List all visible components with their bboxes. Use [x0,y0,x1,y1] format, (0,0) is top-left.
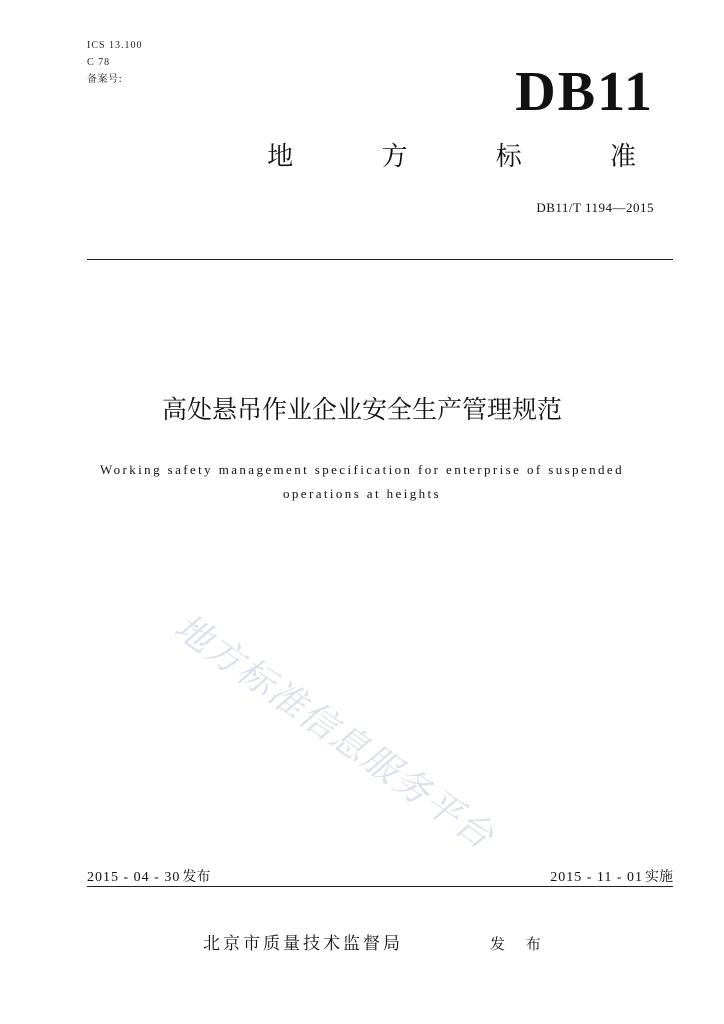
standard-number: DB11/T 1194—2015 [536,200,654,215]
watermark: 地方标准信息服务平台 [166,606,502,859]
ics-code: ICS 13.100 [87,40,143,51]
bottom-divider [87,886,673,887]
implementation-date: 2015 - 11 - 01 [550,870,643,885]
record-number-label: 备案号: [87,74,123,85]
db-mark: DB11 [515,61,654,123]
title-english-line-1: Working safety management specification for enterprise of suspended [100,462,624,477]
issuing-authority: 北京市质量技术监督局 [203,934,403,954]
implementation-date-block [550,868,673,887]
top-divider [87,259,673,260]
standard-type: 地 方 标 准 [267,142,676,172]
implementation-label: 实施 [645,869,673,885]
issue-label: 发布 [182,869,211,885]
title-english-line-2: operations at heights [283,486,441,501]
title-english [60,458,664,506]
issue-date: 2015 - 04 - 30 [87,870,181,885]
title-chinese: 高处悬吊作业企业安全生产管理规范 [161,395,562,424]
ccs-code: C 78 [87,57,111,68]
issue-date-block [87,868,210,887]
issue-verb: 发 布 [490,935,549,953]
